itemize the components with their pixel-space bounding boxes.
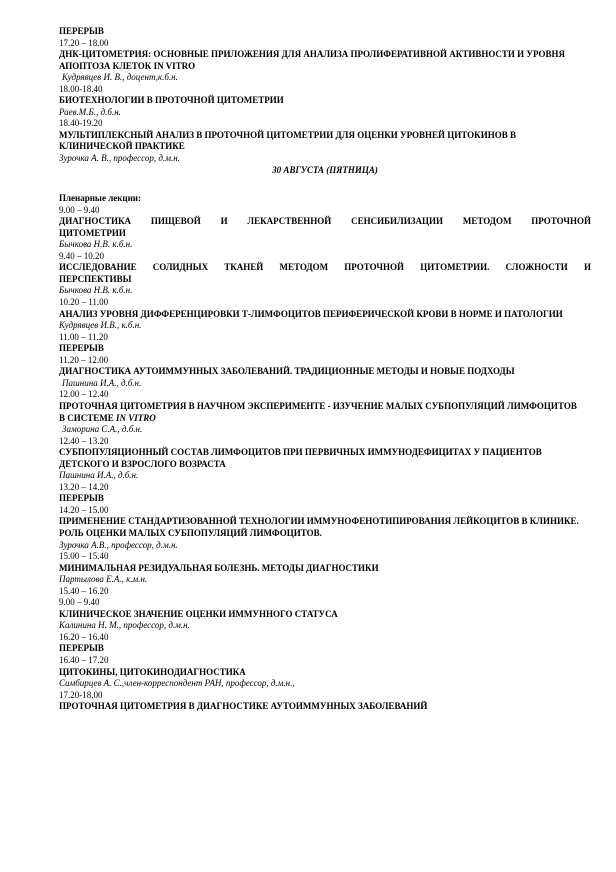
speaker: Симбирцев А. С.,член-корреспондент РАН, профессор, д.м.н., <box>59 678 295 689</box>
time-slot: 14.20 – 15.00 <box>59 504 109 515</box>
time-slot: 17.20-18.00 <box>59 689 103 700</box>
time-slot: 12.00 – 12.40 <box>59 389 109 400</box>
section-heading: Пленарные лекции: <box>59 193 141 204</box>
lecture-title: МУЛЬТИПЛЕКСНЫЙ АНАЛИЗ В ПРОТОЧНОЙ ЦИТОМЕТРИИ ДЛЯ ОЦЕНКИ УРОВНЕЙ ЦИТОКИНОВ В КЛИНИЧЕСКОЙ ПРАКТИКЕ <box>59 129 516 152</box>
lecture-title: МИНИМАЛЬНАЯ РЕЗИДУАЛЬНАЯ БОЛЕЗНЬ. МЕТОДЫ ДИАГНОСТИКИ <box>59 562 379 573</box>
time-slot: 18.00-18.40 <box>59 83 103 94</box>
lecture-title-cont: ЦИТОМЕТРИИ <box>59 227 126 238</box>
speaker: Пашнина И.А., д.б.н. <box>62 377 142 388</box>
speaker: Кудрявцев И.В., к.б.н. <box>59 320 142 331</box>
time-slot: 16.20 – 16.40 <box>59 631 109 642</box>
program-page <box>59 26 591 713</box>
speaker: Партылова Е.А., к.м.н. <box>59 574 148 585</box>
lecture-title: ПРОТОЧНАЯ ЦИТОМЕТРИЯ В ДИАГНОСТИКЕ АУТОИММУННЫХ ЗАБОЛЕВАНИЙ <box>59 701 428 712</box>
speaker: Раев.М.Б., д.б.н. <box>59 106 121 117</box>
lecture-title: ИССЛЕДОВАНИЕ СОЛИДНЫХ ТКАНЕЙ МЕТОДОМ ПРОТОЧНОЙ ЦИТОМЕТРИИ. СЛОЖНОСТИ И <box>59 262 591 273</box>
lecture-title: КЛИНИЧЕСКОЕ ЗНАЧЕНИЕ ОЦЕНКИ ИММУННОГО СТАТУСА <box>59 608 338 619</box>
time-slot: 10.20 – 11.00 <box>59 297 109 308</box>
speaker: Бычкова Н.В. к.б.н. <box>59 239 133 250</box>
lecture-title: ДИАГНОСТИКА АУТОИММУННЫХ ЗАБОЛЕВАНИЙ. ТРАДИЦИОННЫЕ МЕТОДЫ И НОВЫЕ ПОДХОДЫ <box>59 366 515 377</box>
time-slot: 9.40 – 10.20 <box>59 250 104 261</box>
break-label: ПЕРЕРЫВ <box>59 643 104 654</box>
time-slot: 9.00 – 9.40 <box>59 204 100 215</box>
lecture-title: СУБПОПУЛЯЦИОННЫЙ СОСТАВ ЛИМФОЦИТОВ ПРИ ПЕРВИЧНЫХ ИММУНОДЕФИЦИТАХ У ПАЦИЕНТОВ ДЕТСКОГО И ВЗРОСЛОГО ВОЗРАСТА <box>59 447 542 469</box>
time-slot: 18.40-19.20 <box>59 118 103 129</box>
time-slot: 12.40 – 13.20 <box>59 435 109 446</box>
speaker: Бычкова Н.В. к.б.н. <box>59 285 133 296</box>
lecture-title: ПРИМЕНЕНИЕ СТАНДАРТИЗОВАННОЙ ТЕХНОЛОГИИ ИММУНОФЕНОТИПИРОВАНИЯ ЛЕЙКОЦИТОВ В КЛИНИКЕ. РОЛЬ ОЦЕНКИ МАЛЫХ СУБПОПУЛЯЦИЙ ЛИМФОЦИТОВ. <box>59 516 579 538</box>
speaker: Кудрявцев И. В., доцент,к.б.н. <box>62 72 178 83</box>
speaker: Заморина С.А., д.б.н. <box>62 424 143 435</box>
time-slot: 11.00 – 11.20 <box>59 331 108 342</box>
day-heading: 30 АВГУСТА (ПЯТНИЦА) <box>272 164 378 175</box>
lecture-title: ДНК-ЦИТОМЕТРИЯ: ОСНОВНЫЕ ПРИЛОЖЕНИЯ ДЛЯ АНАЛИЗА ПРОЛИФЕРАТИВНОЙ АКТИВНОСТИ И УРОВНЯ АПОПТОЗА КЛЕТОК IN VITRO <box>59 49 565 71</box>
time-slot: 13.20 – 14.20 <box>59 481 109 492</box>
time-slot: 15.40 – 16.20 <box>59 585 109 596</box>
time-slot: 16.40 – 17.20 <box>59 654 109 665</box>
lecture-title: ЦИТОКИНЫ, ЦИТОКИНОДИАГНОСТИКА <box>59 666 246 677</box>
break-label: ПЕРЕРЫВ <box>59 26 104 36</box>
time-slot: 9.00 – 9.40 <box>59 597 100 608</box>
speaker: Пашнина И.А., д.б.н. <box>59 470 139 481</box>
time-slot: 11.20 – 12.00 <box>59 354 109 365</box>
speaker: Зурочка А.В., профессор, д.м.н. <box>59 539 178 550</box>
break-label: ПЕРЕРЫВ <box>59 493 104 504</box>
lecture-title: БИОТЕХНОЛОГИИ В ПРОТОЧНОЙ ЦИТОМЕТРИИ <box>59 95 284 106</box>
time-slot: 17.20 – 18.00 <box>59 37 109 48</box>
break-label: ПЕРЕРЫВ <box>59 343 104 354</box>
speaker: Калинина Н. М., профессор, д.м.н. <box>59 620 190 631</box>
time-slot: 15.00 – 15.40 <box>59 551 109 562</box>
lecture-title: ДИАГНОСТИКА ПИЩЕВОЙ И ЛЕКАРСТВЕННОЙ СЕНСИБИЛИЗАЦИИ МЕТОДОМ ПРОТОЧНОЙ <box>59 216 591 227</box>
speaker: Зурочка А. В., профессор, д.м.н. <box>59 153 180 164</box>
spacer <box>59 176 591 193</box>
lecture-title: АНАЛИЗ УРОВНЯ ДИФФЕРЕНЦИРОВКИ Т-ЛИМФОЦИТОВ ПЕРИФЕРИЧЕСКОЙ КРОВИ В НОРМЕ И ПАТОЛОГИИ <box>59 308 563 319</box>
lecture-title: ПРОТОЧНАЯ ЦИТОМЕТРИЯ В НАУЧНОМ ЭКСПЕРИМЕНТЕ - ИЗУЧЕНИЕ МАЛЫХ СУБПОПУЛЯЦИЙ ЛИМФОЦИТОВ В СИСТЕМЕ IN VITRO <box>59 400 577 423</box>
lecture-title-cont: ПЕРСПЕКТИВЫ <box>59 273 132 284</box>
